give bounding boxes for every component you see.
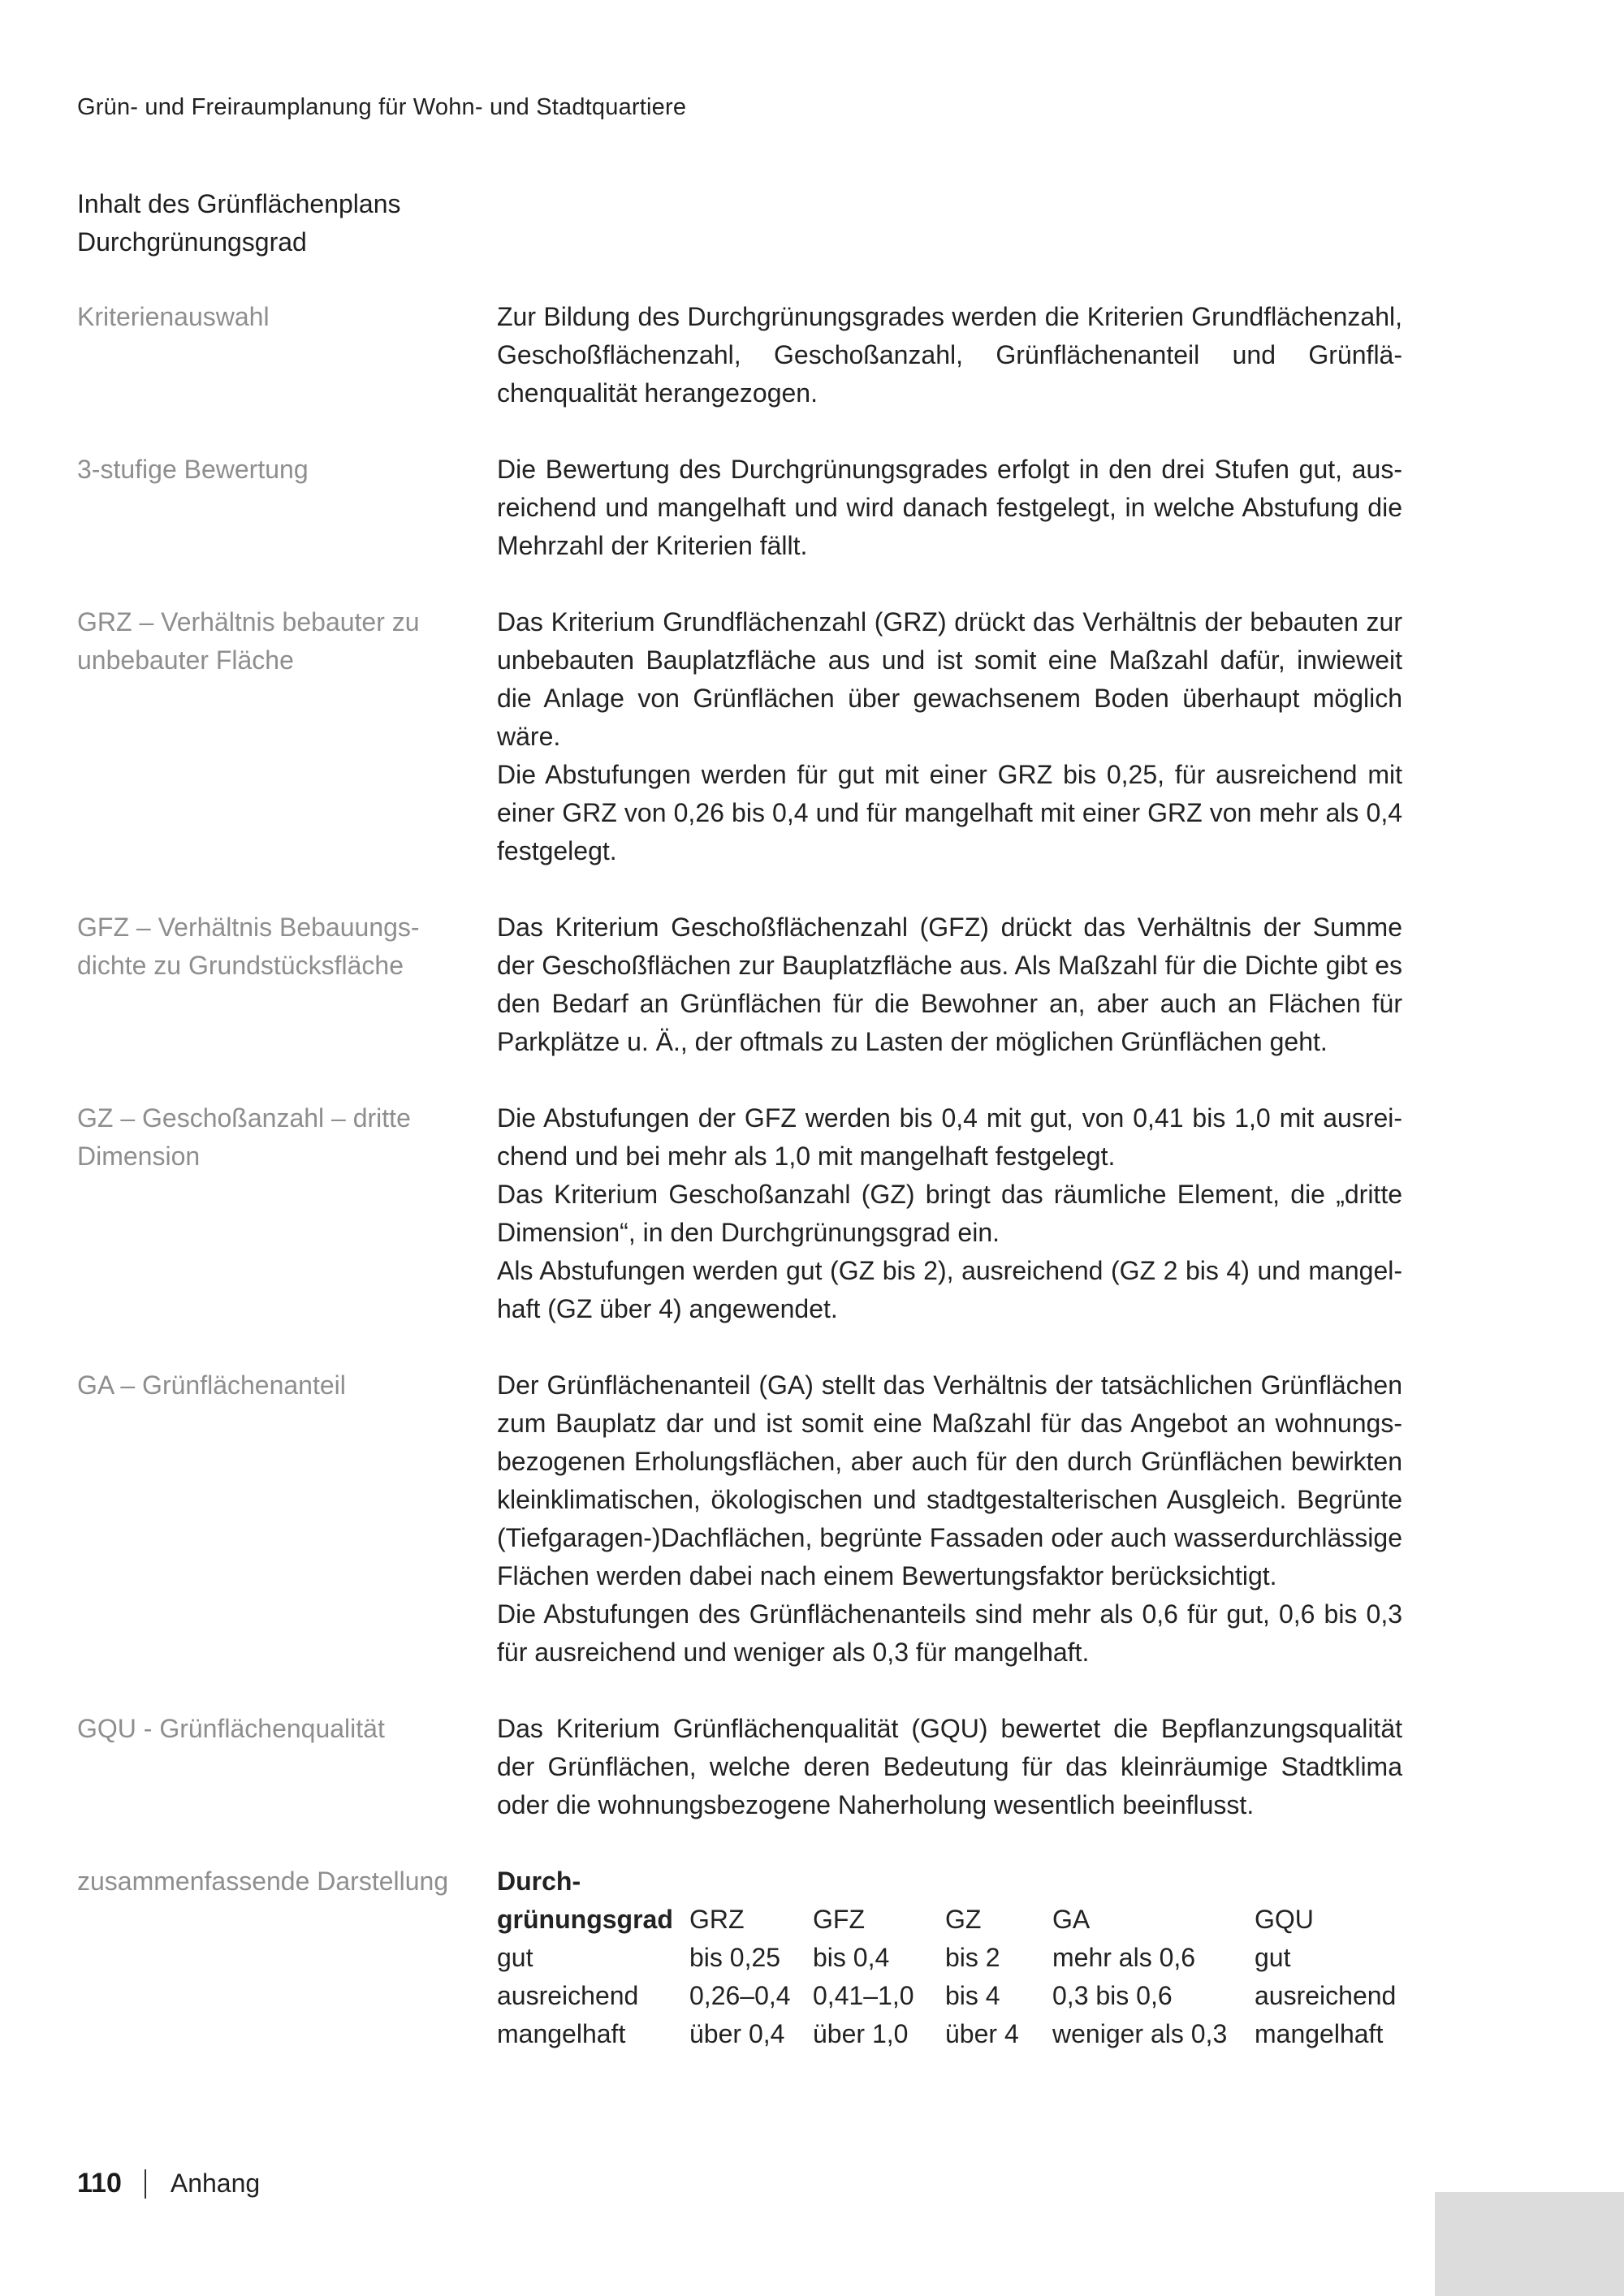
row-label xyxy=(77,908,497,1061)
header-gz: GZ xyxy=(945,1905,982,1934)
row-body xyxy=(497,1099,1402,1328)
row-body xyxy=(497,1366,1402,1672)
table-cell: bis 4 xyxy=(945,1981,1000,2010)
footer-section-label: Anhang xyxy=(170,2169,261,2198)
table-cell: bis 2 xyxy=(945,1943,1000,1972)
content-body xyxy=(77,298,1402,2091)
header-gqu: GQU xyxy=(1255,1905,1314,1934)
body-paragraph: Der Grünflächenanteil (GA) stellt das Verhältnis der tatsächlichen Grünflächen zum Bauplatz dar und ist somit eine Maßzahl für das Angebot an wohnungsbezogenen Erholungsflächen, aber auch für den durch Grünflächen bewirkten kleinklimatischen, ökologischen und stadtgestalterischen Ausgleich. Begrünte (Tiefgaragen-)Dachflächen, begrünte Fassaden oder auch wasserdurchlässige Flächen werden dabei nach einem Bewertungsfaktor berücksichtigt. xyxy=(497,1370,1402,1590)
table-cell: über 4 xyxy=(945,2019,1019,2048)
section-title-line-2: Durchgrünungsgrad xyxy=(77,227,307,257)
criterion-row-grz xyxy=(77,603,1402,870)
table-cell: mangelhaft xyxy=(497,2019,626,2048)
criterion-row-gqu xyxy=(77,1710,1402,1824)
header-durchgruenungsgrad xyxy=(497,1862,689,1939)
summary-table xyxy=(497,1862,1402,2053)
row-label xyxy=(77,1710,497,1824)
criterion-row-bewertung xyxy=(77,451,1402,565)
running-header: Grün- und Freiraumplanung für Wohn- und Stadtquartiere xyxy=(77,94,687,120)
header-gfz: GFZ xyxy=(813,1905,865,1934)
row-label-line: GA – Grünflächenanteil xyxy=(77,1370,346,1400)
row-label-line: Kriterienauswahl xyxy=(77,302,270,331)
row-label xyxy=(77,1366,497,1672)
header-first-line-1: Durch- xyxy=(497,1867,581,1896)
row-label xyxy=(77,451,497,565)
criterion-row-ga xyxy=(77,1366,1402,1672)
criterion-row-gfz xyxy=(77,908,1402,1061)
table-cell: ausreichend xyxy=(1255,1981,1397,2010)
table-cell: 0,3 bis 0,6 xyxy=(1052,1981,1173,2010)
body-paragraph: Die Abstufungen werden für gut mit einer GRZ bis 0,25, für ausreichend mit einer GRZ von 0,26 bis 0,4 und für mangelhaft mit einer GRZ von mehr als 0,4 festgelegt. xyxy=(497,760,1402,865)
row-label xyxy=(77,603,497,870)
row-label-line: GZ – Geschoßanzahl – dritte xyxy=(77,1103,411,1133)
table-cell: ausreichend xyxy=(497,1981,639,2010)
table-cell: bis 0,25 xyxy=(689,1943,781,1972)
row-body xyxy=(497,1862,1402,2053)
table-row xyxy=(497,1939,1402,1977)
row-body xyxy=(497,603,1402,870)
row-label xyxy=(77,298,497,412)
row-body xyxy=(497,298,1402,412)
body-paragraph: Das Kriterium Grünflächenqualität (GQU) bewertet die Bepflanzungsqualität der Grünflächen, welche deren Bedeutung für das kleinräumige Stadtklima oder die wohnungsbezogene Naherholung wesentlich beeinflusst. xyxy=(497,1714,1402,1819)
criterion-row-gz xyxy=(77,1099,1402,1328)
body-paragraph: Das Kriterium Geschoßanzahl (GZ) bringt das räumliche Element, die „dritte Dimension“, in den Durchgrünungsgrad ein. xyxy=(497,1180,1402,1247)
table-cell: mehr als 0,6 xyxy=(1052,1943,1196,1972)
summary-row xyxy=(77,1862,1402,2053)
body-paragraph: Das Kriterium Geschoßflächenzahl (GFZ) drückt das Verhältnis der Summe der Geschoßflächen zur Bauplatzfläche aus. Als Maßzahl für die Dichte gibt es den Bedarf an Grünflächen für die Bewohner an, aber auch an Flächen für Parkplätze u. Ä., der oftmals zu Lasten der möglichen Grünflächen geht. xyxy=(497,913,1402,1056)
table-cell: über 1,0 xyxy=(813,2019,909,2048)
table-cell: über 0,4 xyxy=(689,2019,785,2048)
table-header-row xyxy=(497,1862,1402,1939)
section-title xyxy=(77,185,400,261)
row-label-line: unbebauter Fläche xyxy=(77,645,294,675)
header-grz: GRZ xyxy=(689,1905,745,1934)
row-label xyxy=(77,1099,497,1328)
header-first-line-2: grünungsgrad xyxy=(497,1905,673,1934)
row-label-line: GFZ – Verhältnis Bebauungs- xyxy=(77,913,420,942)
table-cell: 0,41–1,0 xyxy=(813,1981,914,2010)
row-body xyxy=(497,1710,1402,1824)
body-paragraph: Die Abstufungen der GFZ werden bis 0,4 mit gut, von 0,41 bis 1,0 mit ausreichend und bei mehr als 1,0 mit mangelhaft festgelegt. xyxy=(497,1103,1402,1171)
body-paragraph: Die Abstufungen des Grünflächenanteils sind mehr als 0,6 für gut, 0,6 bis 0,3 für ausreichend und weniger als 0,3 für mangelhaft. xyxy=(497,1599,1402,1667)
row-label xyxy=(77,1862,497,2053)
row-label-line: Dimension xyxy=(77,1142,201,1171)
table-cell: weniger als 0,3 xyxy=(1052,2019,1228,2048)
body-paragraph: Zur Bildung des Durchgrünungsgrades werden die Kriterien Grundflächenzahl, Geschoßflächenzahl, Geschoßanzahl, Grünflächenanteil und Grünflächenqualität herangezogen. xyxy=(497,302,1402,408)
row-label-line: GQU - Grünflächenqualität xyxy=(77,1714,385,1743)
table-cell: bis 0,4 xyxy=(813,1943,890,1972)
body-paragraph: Das Kriterium Grundflächenzahl (GRZ) drückt das Verhältnis der bebauten zur unbebauten Bauplatzfläche aus und ist somit eine Maßzahl dafür, inwieweit die Anlage von Grünflächen über gewachsenem Boden überhaupt möglich wäre. xyxy=(497,607,1402,751)
footer-divider xyxy=(145,2169,146,2199)
table-cell: gut xyxy=(1255,1943,1291,1972)
table-row xyxy=(497,1977,1402,2015)
criterion-row-kriterienauswahl xyxy=(77,298,1402,412)
row-body xyxy=(497,451,1402,565)
page-number: 110 xyxy=(77,2168,122,2199)
row-label-line: 3-stufige Bewertung xyxy=(77,455,309,484)
body-paragraph: Als Abstufungen werden gut (GZ bis 2), ausreichend (GZ 2 bis 4) und mangelhaft (GZ über 4) angewendet. xyxy=(497,1256,1402,1323)
page-footer xyxy=(77,2168,260,2199)
body-paragraph: Die Bewertung des Durchgrünungsgrades erfolgt in den drei Stufen gut, ausreichend und mangelhaft und wird danach festgelegt, in welche Abstufung die Mehrzahl der Kriterien fällt. xyxy=(497,455,1402,560)
row-label-line: dichte zu Grundstücksfläche xyxy=(77,951,404,980)
row-body xyxy=(497,908,1402,1061)
table-cell: 0,26–0,4 xyxy=(689,1981,791,2010)
header-ga: GA xyxy=(1052,1905,1091,1934)
table-row xyxy=(497,2015,1402,2053)
summary-label: zusammenfassende Darstellung xyxy=(77,1867,449,1896)
section-title-line-1: Inhalt des Grünflächenplans xyxy=(77,189,401,218)
row-label-line: GRZ – Verhältnis bebauter zu xyxy=(77,607,420,637)
table-cell: mangelhaft xyxy=(1255,2019,1384,2048)
corner-tab-block xyxy=(1435,2192,1624,2296)
table-cell: gut xyxy=(497,1943,533,1972)
